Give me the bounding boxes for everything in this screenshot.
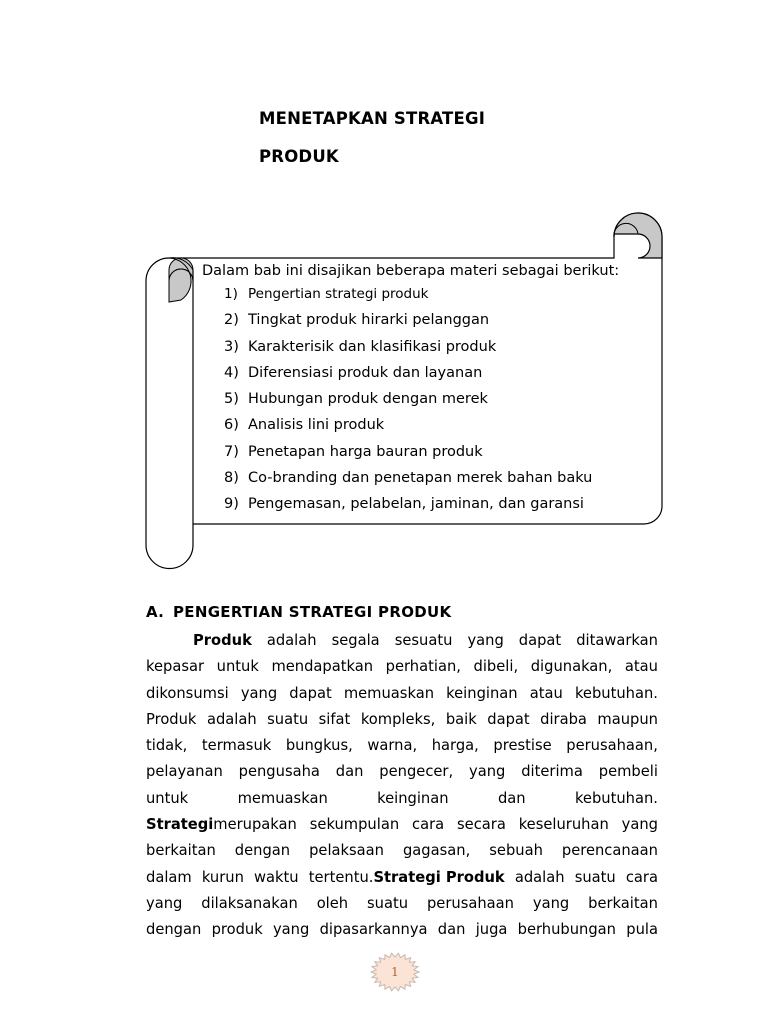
- list-item: 4) Diferensiasi produk dan layanan: [224, 364, 483, 381]
- list-item: 3) Karakterisik dan klasifikasi produk: [224, 338, 497, 355]
- list-item: 1) Pengertian strategi produk: [224, 286, 429, 302]
- paragraph-line: Produk adalah segala sesuatu yang dapat ditawarkan: [193, 632, 658, 649]
- section-heading-text: PENGERTIAN STRATEGI PRODUK: [173, 603, 452, 621]
- scroll-intro: Dalam bab ini disajikan beberapa materi sebagai berikut:: [202, 263, 620, 279]
- section-letter: A.: [146, 603, 165, 621]
- paragraph-line: dalam kurun waktu tertentu.Strategi Produk adalah suatu cara: [146, 868, 658, 886]
- page-number-badge: [370, 952, 420, 992]
- paragraph-line: tidak, termasuk bungkus, warna, harga, prestise perusahaan,: [146, 737, 658, 755]
- paragraph-line: pelayanan pengusaha dan pengecer, yang diterima pembeli: [146, 763, 658, 781]
- chapter-title-line-1: MENETAPKAN STRATEGI: [259, 109, 486, 128]
- paragraph-line: yang dilaksanakan oleh suatu perusahaan yang berkaitan: [146, 894, 658, 912]
- body-paragraph: [146, 628, 658, 944]
- section-heading: [146, 603, 451, 621]
- paragraph-line: Produk adalah suatu sifat kompleks, baik dapat diraba maupun: [146, 710, 658, 728]
- list-item: 7) Penetapan harga bauran produk: [224, 443, 483, 460]
- list-item: 2) Tingkat produk hirarki pelanggan: [224, 312, 490, 329]
- list-item: 5) Hubungan produk dengan merek: [224, 391, 488, 408]
- page-number: 1: [391, 965, 399, 979]
- paragraph-line: kepasar untuk mendapatkan perhatian, dibeli, digunakan, atau: [146, 658, 658, 676]
- paragraph-line: Strategimerupakan sekumpulan cara secara keseluruhan yang: [146, 816, 658, 834]
- paragraph-line: untuk memuaskan keinginan dan kebutuhan.: [146, 789, 658, 807]
- scroll-content: [202, 261, 652, 518]
- list-item: 9) Pengemasan, pelabelan, jaminan, dan garansi: [224, 496, 584, 513]
- topic-list: [202, 281, 652, 518]
- paragraph-line: dengan produk yang dipasarkannya dan juga berhubungan pula: [146, 921, 658, 939]
- chapter-title-line-2: PRODUK: [259, 147, 339, 166]
- paragraph-line: dikonsumsi yang dapat memuaskan keinginan atau kebutuhan.: [146, 684, 658, 702]
- list-item: 8) Co-branding dan penetapan merek bahan baku: [224, 470, 593, 487]
- list-item: 6) Analisis lini produk: [224, 417, 385, 434]
- paragraph-line: berkaitan dengan pelaksaan gagasan, sebuah perencanaan: [146, 842, 658, 860]
